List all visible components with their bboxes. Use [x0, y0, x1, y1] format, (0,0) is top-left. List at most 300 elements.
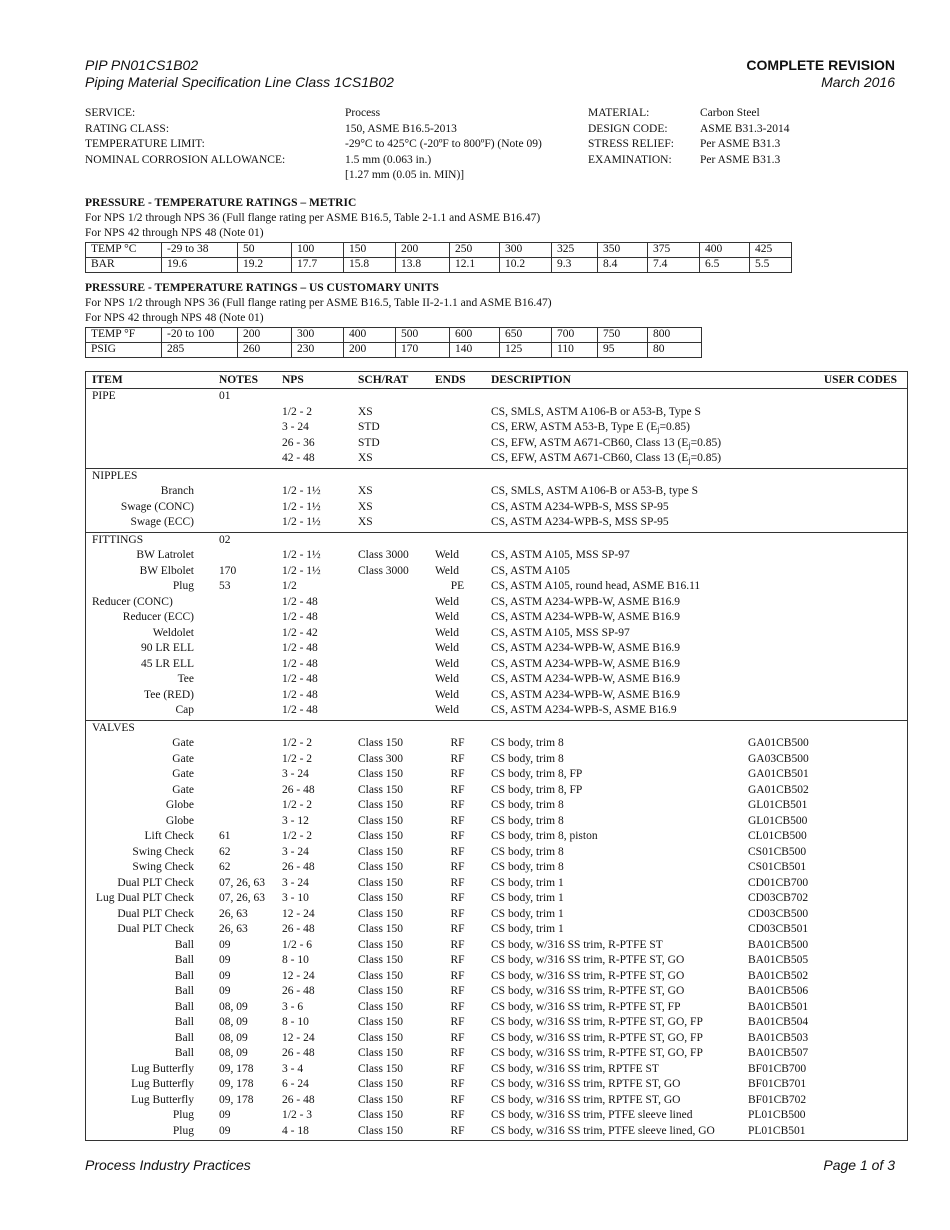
row-nps: 3 - 24: [282, 876, 309, 889]
row-user-code: CD01CB700: [748, 876, 809, 889]
row-user-code: BA01CB501: [748, 1000, 809, 1013]
row-nps: 1/2 - 1½: [282, 485, 321, 497]
row-item: Ball: [174, 1047, 194, 1059]
table-row: [86, 860, 907, 876]
row-ends: Weld: [435, 704, 459, 716]
row-user-code: GA01CB500: [748, 737, 809, 749]
metric-temp-cell: 400: [700, 242, 750, 257]
row-item: Gate: [172, 768, 194, 780]
row-sch-rat: Class 150: [358, 907, 404, 920]
table-row: [86, 814, 907, 830]
row-description: CS body, trim 8: [491, 799, 564, 811]
table-row: [86, 500, 907, 516]
row-description: CS, ASTM A234-WPB-S, MSS SP-95: [491, 500, 669, 513]
row-sch-rat: Class 150: [358, 876, 404, 889]
table-row: [86, 405, 907, 421]
table-row: [86, 938, 907, 954]
group-notes: 01: [219, 390, 231, 402]
us-pressure-cell: 285: [162, 342, 238, 357]
row-nps: 3 - 24: [282, 845, 309, 858]
us-ratings-title: PRESSURE - TEMPERATURE RATINGS – US CUSTOMARY UNITS: [85, 282, 439, 294]
row-item: Swage (ECC): [130, 516, 194, 528]
metric-pressure-cell: 17.7: [292, 257, 344, 272]
metric-pressure-cell: 13.8: [396, 257, 450, 272]
row-user-code: BA01CB507: [748, 1047, 809, 1059]
row-sch-rat: Class 150: [358, 923, 404, 935]
row-notes: 07, 26, 63: [219, 876, 265, 889]
row-ends: Weld: [435, 688, 459, 701]
row-ends: RF: [450, 783, 465, 796]
row-item: 90 LR ELL: [140, 642, 194, 654]
row-description: CS, SMLS, ASTM A106-B or A53-B, type S: [491, 485, 699, 497]
row-sch-rat: Class 150: [358, 737, 404, 749]
row-item: Plug: [172, 580, 194, 592]
row-item: Dual PLT Check: [117, 907, 194, 920]
us-ratings-section: [85, 281, 895, 358]
row-notes: 08, 09: [219, 1016, 248, 1028]
row-sch-rat: STD: [358, 421, 380, 433]
row-sch-rat: Class 150: [358, 1047, 404, 1059]
table-row: [86, 783, 907, 799]
row-nps: 26 - 48: [282, 985, 315, 997]
table-row: [86, 451, 907, 467]
metric-temp-cell: 50: [238, 242, 292, 257]
row-notes: 62: [219, 861, 231, 873]
metric-pressure-cell: 6.5: [700, 257, 750, 272]
row-nps: 8 - 10: [282, 1016, 309, 1028]
service-label: SERVICE:: [85, 107, 136, 119]
row-item: Reducer (CONC): [92, 595, 173, 608]
row-nps: 1/2 - 48: [282, 688, 318, 701]
row-nps: 1/2 - 1½: [282, 564, 321, 577]
row-ends: RF: [450, 1031, 465, 1044]
row-notes: 26, 63: [219, 923, 248, 935]
metric-pressure-cell: 12.1: [450, 257, 500, 272]
row-item: Swing Check: [132, 861, 194, 873]
row-user-code: BA01CB506: [748, 985, 809, 997]
examination-value: Per ASME B31.3: [700, 153, 781, 166]
row-sch-rat: XS: [358, 485, 373, 497]
row-nps: 1/2 - 42: [282, 626, 318, 639]
row-notes: 09, 178: [219, 1093, 254, 1106]
row-description: CS, EFW, ASTM A671-CB60, Class 13 $(E_j=0.85)$: [491, 436, 722, 450]
table-row: [86, 1046, 907, 1062]
row-user-code: BA01CB502: [748, 969, 809, 982]
row-nps: 26 - 48: [282, 1047, 315, 1059]
row-item: Branch: [160, 485, 194, 497]
row-nps: 1/2: [282, 580, 297, 592]
metric-temp-cell: 200: [396, 242, 450, 257]
row-sch-rat: Class 150: [358, 892, 404, 904]
table-row: [86, 1031, 907, 1047]
row-sch-rat: Class 150: [358, 814, 404, 827]
metric-ratings-section: [85, 196, 895, 273]
table-row: [86, 984, 907, 1000]
row-item: Reducer (ECC): [122, 611, 194, 623]
us-pressure-row: [86, 342, 702, 357]
row-ends: RF: [450, 1124, 465, 1137]
row-sch-rat: Class 150: [358, 969, 404, 982]
row-nps: 1/2 - 48: [282, 704, 318, 716]
metric-temp-label: TEMP °C: [86, 242, 162, 257]
us-temp-cell: 200: [238, 327, 292, 342]
table-row: [86, 829, 907, 845]
us-temp-cell: 650: [500, 327, 552, 342]
us-temp-cell: -20 to 100: [162, 327, 238, 342]
row-item: Ball: [174, 969, 194, 982]
row-nps: 1/2 - 2: [282, 737, 313, 749]
row-notes: 08, 09: [219, 1047, 248, 1059]
row-item: Lug Butterfly: [131, 1078, 194, 1090]
row-description: CS, ERW, ASTM A53-B, Type E $(E_j=0.85)$: [491, 421, 690, 434]
metric-temp-cell: -29 to 38: [162, 242, 238, 257]
temperature-limit-label: TEMPERATURE LIMIT:: [85, 138, 205, 151]
metric-temp-cell: 300: [500, 242, 552, 257]
footer-publisher: Process Industry Practices: [85, 1157, 251, 1173]
row-nps: 12 - 24: [282, 1031, 315, 1044]
row-user-code: BF01CB701: [748, 1078, 807, 1090]
row-description: CS, ASTM A234-WPB-S, ASME B16.9: [491, 704, 677, 716]
group-valves: [86, 721, 907, 1141]
row-nps: 3 - 12: [282, 814, 309, 827]
row-item: Ball: [174, 1031, 194, 1044]
table-row: [86, 1093, 907, 1109]
row-description: CS body, w/316 SS trim, R-PTFE ST, GO, FP: [491, 1047, 703, 1059]
table-row: [86, 579, 907, 595]
us-pressure-label: PSIG: [86, 342, 162, 357]
row-notes: 09: [219, 954, 231, 966]
row-notes: 61: [219, 830, 231, 842]
us-temp-label: TEMP °F: [86, 327, 162, 342]
material-values: [700, 106, 789, 168]
row-ends: Weld: [435, 549, 459, 561]
document-id: PIP PN01CS1B02: [85, 57, 199, 73]
group-pipe: [86, 389, 907, 469]
metric-temp-cell: 375: [648, 242, 700, 257]
material-labels: [588, 106, 674, 168]
metric-pressure-cell: 5.5: [750, 257, 792, 272]
row-ends: Weld: [435, 642, 459, 654]
row-ends: RF: [450, 1062, 465, 1075]
row-description: CS body, trim 1: [491, 907, 564, 920]
row-user-code: GA01CB502: [748, 783, 809, 796]
row-ends: RF: [450, 1000, 465, 1013]
table-row: [86, 1108, 907, 1124]
document-title: Piping Material Specification Line Class 1CS1B02: [85, 74, 394, 90]
row-sch-rat: XS: [358, 452, 373, 464]
row-item: Dual PLT Check: [117, 923, 194, 935]
us-temp-cell: 800: [648, 327, 702, 342]
row-description: CS, ASTM A234-WPB-W, ASME B16.9: [491, 595, 681, 608]
service-value: Process: [345, 107, 381, 119]
col-header-ends: ENDS: [435, 374, 466, 386]
row-sch-rat: Class 150: [358, 1000, 404, 1013]
row-description: CS, ASTM A105: [491, 564, 570, 577]
row-item: Ball: [174, 985, 194, 997]
row-description: CS body, w/316 SS trim, R-PTFE ST, GO: [491, 954, 685, 966]
row-item: Ball: [174, 1016, 194, 1028]
row-user-code: BF01CB700: [748, 1062, 807, 1075]
stress-relief-value: Per ASME B31.3: [700, 138, 781, 151]
col-header-item: ITEM: [92, 374, 123, 386]
row-description: CS, ASTM A105, MSS SP-97: [491, 549, 630, 561]
table-row: [86, 657, 907, 673]
row-nps: 26 - 48: [282, 783, 315, 796]
row-item: Tee (RED): [144, 688, 194, 701]
row-item: Ball: [174, 1000, 194, 1013]
components-table-body: [86, 389, 907, 1140]
col-header-sch-rat: SCH/RAT: [358, 374, 409, 386]
row-description: CS body, w/316 SS trim, R-PTFE ST, GO: [491, 985, 685, 997]
row-item: Plug: [172, 1109, 194, 1121]
row-user-code: BF01CB702: [748, 1093, 807, 1106]
row-sch-rat: Class 150: [358, 1031, 404, 1044]
row-notes: 09: [219, 1109, 231, 1121]
row-ends: RF: [450, 892, 465, 904]
us-pressure-cell: 95: [598, 342, 648, 357]
row-description: CS, ASTM A234-WPB-S, MSS SP-95: [491, 516, 669, 528]
row-nps: 1/2 - 6: [282, 938, 313, 951]
metric-pressure-cell: 8.4: [598, 257, 648, 272]
row-sch-rat: Class 150: [358, 954, 404, 966]
group-nipples: [86, 469, 907, 533]
row-description: CS body, trim 8, FP: [491, 783, 583, 796]
table-row: [86, 641, 907, 657]
design-code-value: ASME B31.3-2014: [700, 122, 790, 135]
row-sch-rat: Class 150: [358, 1062, 404, 1075]
row-ends: RF: [450, 1078, 465, 1090]
row-notes: 09: [219, 969, 231, 982]
row-item: Tee: [177, 673, 194, 685]
row-sch-rat: Class 150: [358, 1016, 404, 1028]
corrosion-allowance-min: [1.27 mm (0.05 in. MIN)]: [345, 169, 465, 182]
table-row: [86, 767, 907, 783]
us-note-1: For NPS 1/2 through NPS 36 (Full flange rating per ASME B16.5, Table II-2-1.1 and ASME B16.47): [85, 297, 552, 310]
table-row: [86, 891, 907, 907]
row-nps: 12 - 24: [282, 907, 315, 920]
row-description: CS body, w/316 SS trim, PTFE sleeve lined, GO: [491, 1124, 715, 1137]
row-sch-rat: Class 3000: [358, 549, 409, 561]
group-title-row: [86, 389, 907, 405]
material-value: Carbon Steel: [700, 107, 760, 119]
col-header-notes: NOTES: [219, 374, 258, 386]
row-sch-rat: XS: [358, 500, 373, 513]
metric-pressure-cell: 10.2: [500, 257, 552, 272]
row-description: CS body, w/316 SS trim, R-PTFE ST, FP: [491, 1000, 681, 1013]
row-sch-rat: Class 150: [358, 768, 404, 780]
row-notes: 09: [219, 985, 231, 997]
us-temp-cell: 400: [344, 327, 396, 342]
document-header-right: [746, 57, 895, 91]
row-nps: 12 - 24: [282, 969, 315, 982]
row-user-code: PL01CB501: [748, 1124, 806, 1137]
row-description: CS body, trim 8: [491, 737, 564, 749]
row-sch-rat: Class 150: [358, 861, 404, 873]
row-notes: 09: [219, 1124, 231, 1137]
metric-pressure-cell: 19.6: [162, 257, 238, 272]
table-row: [86, 736, 907, 752]
row-sch-rat: Class 150: [358, 1124, 404, 1137]
col-header-nps: NPS: [282, 374, 304, 386]
row-sch-rat: STD: [358, 436, 380, 449]
row-ends: RF: [450, 737, 465, 749]
row-ends: RF: [450, 923, 465, 935]
row-description: CS body, w/316 SS trim, PTFE sleeve lined: [491, 1109, 693, 1121]
row-nps: 1/2 - 2: [282, 752, 313, 765]
components-table: [85, 371, 908, 1141]
col-header-user-codes: USER CODES: [823, 374, 897, 386]
row-sch-rat: Class 150: [358, 783, 404, 796]
row-description: CS body, trim 8: [491, 861, 564, 873]
rating-class-label: RATING CLASS:: [85, 122, 170, 135]
metric-note-2: For NPS 42 through NPS 48 (Note 01): [85, 227, 264, 240]
metric-pressure-cell: 19.2: [238, 257, 292, 272]
temperature-limit-value: -29°C to 425°C (-20ºF to 800ºF) (Note 09): [345, 138, 542, 151]
row-description: CS, ASTM A234-WPB-W, ASME B16.9: [491, 642, 681, 654]
row-description: CS body, trim 1: [491, 876, 564, 889]
row-ends: Weld: [435, 673, 459, 685]
us-pressure-cell: 200: [344, 342, 396, 357]
table-row: [86, 420, 907, 436]
row-user-code: BA01CB500: [748, 938, 809, 951]
row-ends: RF: [450, 907, 465, 920]
row-ends: RF: [450, 799, 465, 811]
table-row: [86, 672, 907, 688]
us-temp-row: [86, 327, 702, 342]
metric-temp-cell: 150: [344, 242, 396, 257]
metric-ratings-title: PRESSURE - TEMPERATURE RATINGS – METRIC: [85, 197, 357, 209]
group-notes: 02: [219, 533, 231, 546]
row-item: Lift Check: [144, 830, 194, 842]
row-nps: 1/2 - 2: [282, 830, 313, 842]
table-row: [86, 845, 907, 861]
row-ends: RF: [450, 876, 465, 889]
group-title-row: [86, 469, 907, 485]
row-sch-rat: XS: [358, 516, 373, 528]
row-description: CS body, w/316 SS trim, RPTFE ST, GO: [491, 1078, 681, 1090]
row-nps: 3 - 24: [282, 768, 309, 780]
service-labels: [85, 106, 285, 168]
table-row: [86, 1015, 907, 1031]
metric-pressure-label: BAR: [86, 257, 162, 272]
row-item: Globe: [165, 814, 194, 827]
row-nps: 1/2 - 48: [282, 611, 318, 623]
row-notes: 08, 09: [219, 1000, 248, 1013]
row-nps: 3 - 10: [282, 892, 309, 904]
table-row: [86, 1124, 907, 1140]
row-ends: RF: [450, 768, 465, 780]
row-description: CS body, trim 8, piston: [491, 830, 598, 842]
table-row: [86, 688, 907, 704]
row-description: CS, ASTM A234-WPB-W, ASME B16.9: [491, 688, 681, 701]
table-row: [86, 436, 907, 452]
table-row: [86, 626, 907, 642]
examination-label: EXAMINATION:: [588, 153, 672, 166]
row-user-code: BA01CB505: [748, 954, 809, 966]
us-temp-cell: 750: [598, 327, 648, 342]
us-temp-cell: 700: [552, 327, 598, 342]
row-nps: 4 - 18: [282, 1124, 309, 1137]
row-notes: 26, 63: [219, 907, 248, 920]
group-name: VALVES: [92, 721, 135, 734]
table-row: [86, 752, 907, 768]
row-description: CS, EFW, ASTM A671-CB60, Class 13 $(E_j=0.85)$: [491, 452, 722, 465]
row-description: CS body, trim 8: [491, 752, 564, 765]
table-row: [86, 1062, 907, 1078]
metric-temp-cell: 100: [292, 242, 344, 257]
row-item: Gate: [172, 783, 194, 796]
document-header-left: [85, 57, 394, 91]
row-nps: 1/2 - 2: [282, 799, 313, 811]
table-row: [86, 876, 907, 892]
row-user-code: GA03CB500: [748, 752, 809, 765]
row-description: CS body, trim 8: [491, 814, 564, 827]
table-row: [86, 953, 907, 969]
row-nps: 3 - 6: [282, 1000, 304, 1013]
us-pressure-cell: 140: [450, 342, 500, 357]
row-ends: RF: [450, 1093, 465, 1106]
row-description: CS, SMLS, ASTM A106-B or A53-B, Type S: [491, 405, 701, 418]
row-description: CS body, w/316 SS trim, R-PTFE ST: [491, 938, 663, 951]
col-header-description: DESCRIPTION: [491, 374, 571, 386]
row-user-code: CL01CB500: [748, 830, 807, 842]
row-nps: 8 - 10: [282, 954, 309, 966]
row-ends: Weld: [435, 564, 459, 577]
row-notes: 62: [219, 845, 231, 858]
metric-temp-cell: 250: [450, 242, 500, 257]
row-ends: RF: [450, 938, 465, 951]
row-nps: 3 - 24: [282, 421, 309, 433]
row-sch-rat: Class 150: [358, 1093, 404, 1106]
material-label: MATERIAL:: [588, 107, 650, 119]
metric-temp-cell: 425: [750, 242, 792, 257]
row-item: BW Elbolet: [139, 564, 194, 577]
group-name: FITTINGS: [92, 533, 144, 546]
row-user-code: BA01CB503: [748, 1031, 809, 1044]
row-ends: RF: [450, 954, 465, 966]
us-temp-cell: 300: [292, 327, 344, 342]
row-nps: 1/2 - 2: [282, 405, 313, 418]
table-row: [86, 610, 907, 626]
row-user-code: GL01CB501: [748, 799, 808, 811]
table-row: [86, 922, 907, 938]
revision-date: March 2016: [821, 74, 895, 90]
row-nps: 6 - 24: [282, 1078, 309, 1090]
us-temp-cell: 500: [396, 327, 450, 342]
row-description: CS, ASTM A234-WPB-W, ASME B16.9: [491, 673, 681, 685]
us-pressure-cell: 230: [292, 342, 344, 357]
row-sch-rat: Class 150: [358, 845, 404, 858]
us-pressure-cell: 125: [500, 342, 552, 357]
metric-note-1: For NPS 1/2 through NPS 36 (Full flange rating per ASME B16.5, Table 2-1.1 and ASME B16.47): [85, 212, 541, 225]
table-row: [86, 798, 907, 814]
row-user-code: CS01CB500: [748, 845, 807, 858]
metric-pressure-row: [86, 257, 792, 272]
row-ends: RF: [450, 1047, 465, 1059]
row-user-code: CD03CB501: [748, 923, 809, 935]
row-sch-rat: Class 150: [358, 985, 404, 997]
corrosion-allowance-label: NOMINAL CORROSION ALLOWANCE:: [85, 153, 286, 166]
row-item: Globe: [165, 799, 194, 811]
row-sch-rat: Class 150: [358, 830, 404, 842]
row-nps: 26 - 48: [282, 861, 315, 873]
row-sch-rat: Class 300: [358, 752, 404, 765]
row-description: CS body, w/316 SS trim, RPTFE ST, GO: [491, 1093, 681, 1106]
row-description: CS, ASTM A234-WPB-W, ASME B16.9: [491, 657, 681, 670]
row-item: Swage (CONC): [120, 500, 194, 513]
metric-temp-row: [86, 242, 792, 257]
us-temp-cell: 600: [450, 327, 500, 342]
